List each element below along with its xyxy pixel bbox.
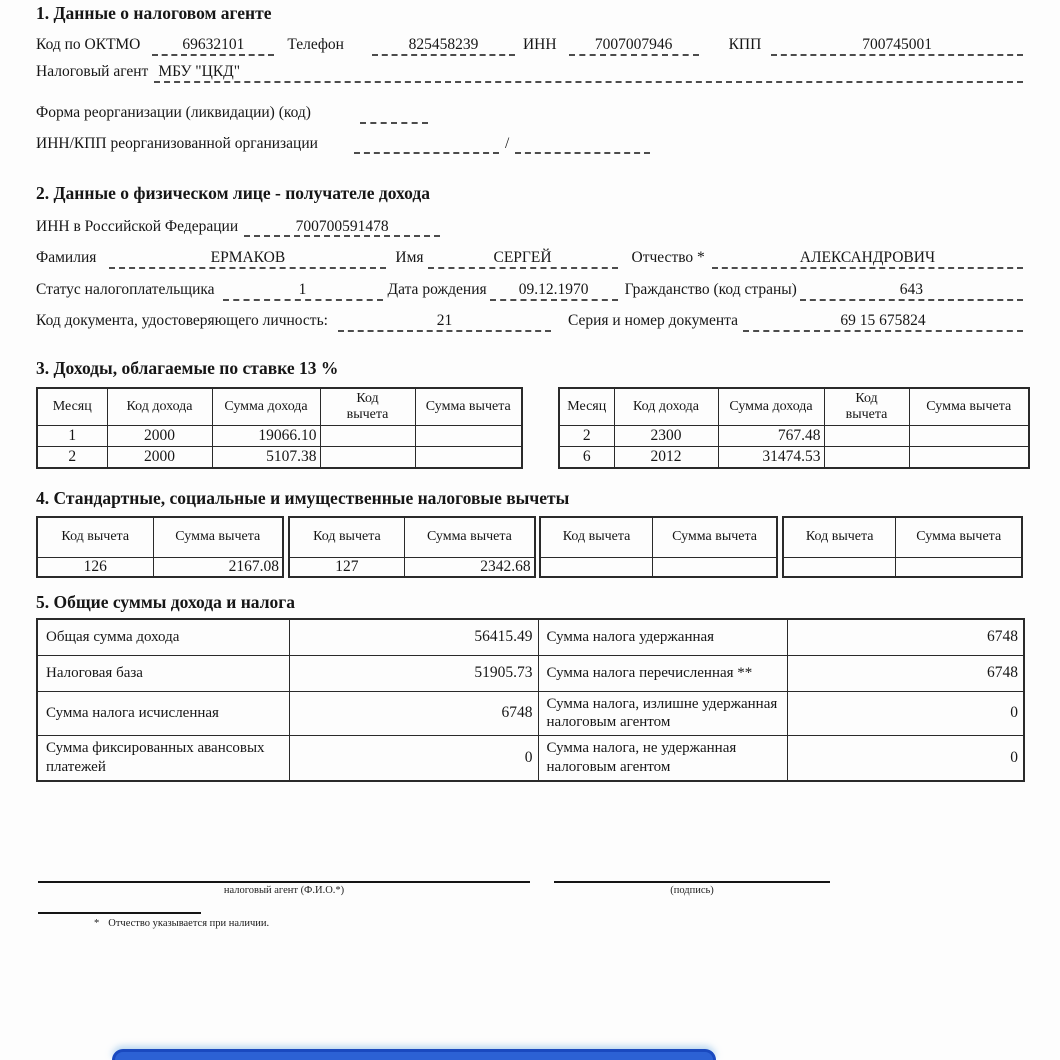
section5-heading: 5. Общие суммы дохода и налога <box>36 592 295 612</box>
header-row <box>559 388 1029 426</box>
signature-sign-line <box>554 881 830 883</box>
inn-label: ИНН <box>522 36 557 54</box>
total-value-cell: 6748 <box>787 655 1024 691</box>
signature-sign-block <box>554 881 830 896</box>
deduction-code-cell <box>824 426 909 447</box>
deduction-code-cell <box>320 426 415 447</box>
deduction-code-cell <box>783 557 896 577</box>
surname-field: ЕРМАКОВ <box>109 249 386 269</box>
citizenship-field: 643 <box>800 281 1023 301</box>
row-reorg-form <box>36 104 1023 124</box>
deduction-sum-cell <box>909 447 1029 468</box>
row-status-birth-citizenship <box>36 281 1023 301</box>
total-value-cell: 6748 <box>787 619 1024 655</box>
total-label-cell: Сумма фиксированных авансовых платежей <box>37 736 289 781</box>
doc-code-field: 21 <box>338 312 551 332</box>
table-row <box>37 655 1024 691</box>
col-header-month: Месяц <box>559 388 614 426</box>
table-row <box>559 447 1029 468</box>
deduction-code-cell <box>540 557 652 577</box>
inn-rf-field: 700700591478 <box>244 218 440 238</box>
tax-agent-label: Налоговый агент <box>36 62 149 80</box>
phone-label: Телефон <box>287 36 344 54</box>
header-row <box>783 517 1022 557</box>
deduction-sum-cell <box>415 447 522 468</box>
table-row <box>540 557 777 577</box>
deduction-table-1 <box>36 516 284 578</box>
col-header-income-sum: Сумма дохода <box>718 388 824 426</box>
income-tables <box>36 387 1023 469</box>
totals-table <box>36 618 1025 782</box>
col-header-deduction-code: Код вычета <box>540 517 652 557</box>
row-reorg-innkpp <box>36 135 1023 155</box>
income-code-cell: 2000 <box>107 447 212 468</box>
col-header-deduction-sum: Сумма вычета <box>896 517 1022 557</box>
col-header-deduction-sum: Сумма вычета <box>405 517 535 557</box>
deduction-code-cell <box>320 447 415 468</box>
patronymic-field: АЛЕКСАНДРОВИЧ <box>712 249 1023 269</box>
tax-agent-field: МБУ "ЦКД" <box>154 63 1023 83</box>
month-cell: 2 <box>37 447 107 468</box>
deduction-sum-cell: 2167.08 <box>153 557 283 577</box>
reorg-form-field <box>360 104 428 124</box>
footnote-note: Отчество указывается при наличии. <box>108 917 270 929</box>
row-tax-agent <box>36 63 1023 83</box>
col-header-income-sum: Сумма дохода <box>212 388 320 426</box>
birthdate-label: Дата рождения <box>387 281 487 299</box>
inn-field: 7007007946 <box>569 36 699 56</box>
total-label-cell: Сумма налога, излишне удержанная налоговым агентом <box>538 691 787 736</box>
month-cell: 1 <box>37 426 107 447</box>
bottom-action-button[interactable] <box>112 1049 716 1060</box>
total-value-cell: 56415.49 <box>289 619 538 655</box>
table-row <box>783 557 1022 577</box>
total-value-cell: 6748 <box>289 691 538 736</box>
col-header-deduction-sum: Сумма вычета <box>909 388 1029 426</box>
table-row <box>289 557 535 577</box>
section4-heading: 4. Стандартные, социальные и имущественные налоговые вычеты <box>36 487 570 508</box>
oktmo-label: Код по ОКТМО <box>36 36 141 54</box>
table-row <box>37 619 1024 655</box>
signature-sign-caption: (подпись) <box>670 884 714 896</box>
deduction-sum-cell <box>896 557 1022 577</box>
reorg-kpp-field <box>515 135 650 155</box>
month-cell: 2 <box>559 426 614 447</box>
col-header-deduction-code: Код вычета <box>320 388 415 426</box>
total-label-cell: Сумма налога исчисленная <box>37 691 289 736</box>
doc-number-label: Серия и номер документа <box>567 311 738 329</box>
col-header-deduction-code: Код вычета <box>824 388 909 426</box>
reorg-form-label: Форма реорганизации (ликвидации) (код) <box>36 103 311 121</box>
income-code-cell: 2012 <box>614 447 718 468</box>
signature-fio-line <box>38 881 530 883</box>
col-header-deduction-sum: Сумма вычета <box>652 517 777 557</box>
deduction-code-cell <box>824 447 909 468</box>
name-label: Имя <box>395 249 424 267</box>
oktmo-field: 69632101 <box>152 36 274 56</box>
citizenship-label: Гражданство (код страны) <box>624 281 797 299</box>
deduction-sum-cell: 2342.68 <box>405 557 535 577</box>
signature-area <box>38 881 1023 896</box>
col-header-month: Месяц <box>37 388 107 426</box>
phone-field: 825458239 <box>372 36 515 56</box>
signature-fio-caption: налоговый агент (Ф.И.О.*) <box>223 884 345 896</box>
patronymic-label: Отчество * <box>631 249 705 267</box>
row-fio <box>36 249 1023 269</box>
table-row <box>37 736 1024 781</box>
kpp-field: 700745001 <box>771 36 1023 56</box>
total-label-cell: Сумма налога перечисленная ** <box>538 655 787 691</box>
deduction-tables <box>36 516 1023 578</box>
table-row <box>37 691 1024 736</box>
surname-label: Фамилия <box>36 249 97 267</box>
header-row <box>540 517 777 557</box>
income-table-left <box>36 387 523 469</box>
col-header-deduction-code: Код вычета <box>783 517 896 557</box>
deduction-code-cell: 127 <box>289 557 405 577</box>
innkpp-slash: / <box>504 134 510 152</box>
doc-code-label: Код документа, удостоверяющего личность: <box>36 311 328 329</box>
month-cell: 6 <box>559 447 614 468</box>
status-label: Статус налогоплательщика <box>36 281 215 299</box>
section2-heading: 2. Данные о физическом лице - получателе дохода <box>36 183 430 204</box>
income-sum-cell: 31474.53 <box>718 447 824 468</box>
reorg-inn-field <box>354 135 499 155</box>
row-inn-rf <box>36 218 1023 238</box>
total-label-cell: Общая сумма дохода <box>37 619 289 655</box>
total-value-cell: 0 <box>289 736 538 781</box>
reorg-innkpp-label: ИНН/КПП реорганизованной организации <box>36 134 318 152</box>
total-value-cell: 0 <box>787 736 1024 781</box>
deduction-code-cell: 126 <box>37 557 153 577</box>
footnote-text <box>94 918 1023 929</box>
section1-heading: 1. Данные о налоговом агенте <box>36 3 272 23</box>
total-value-cell: 0 <box>787 691 1024 736</box>
income-sum-cell: 767.48 <box>718 426 824 447</box>
name-field: СЕРГЕЙ <box>428 249 618 269</box>
kpp-label: КПП <box>728 36 762 54</box>
income-table-right <box>558 387 1030 469</box>
deduction-sum-cell <box>909 426 1029 447</box>
header-row <box>37 517 283 557</box>
header-row <box>37 388 522 426</box>
row-oktmo-phone-inn-kpp <box>36 36 1023 56</box>
table-row <box>37 426 522 447</box>
table-row <box>37 557 283 577</box>
col-header-deduction-code: Код вычета <box>289 517 405 557</box>
deduction-table-4 <box>782 516 1023 578</box>
col-header-income-code: Код дохода <box>107 388 212 426</box>
income-code-cell: 2000 <box>107 426 212 447</box>
section3-heading: 3. Доходы, облагаемые по ставке 13 % <box>36 357 339 378</box>
col-header-deduction-sum: Сумма вычета <box>415 388 522 426</box>
doc-number-field: 69 15 675824 <box>743 312 1023 332</box>
footnote-line <box>38 912 201 914</box>
birthdate-field: 09.12.1970 <box>490 281 618 301</box>
col-header-deduction-code: Код вычета <box>37 517 153 557</box>
deduction-sum-cell <box>652 557 777 577</box>
income-code-cell: 2300 <box>614 426 718 447</box>
table-row <box>559 426 1029 447</box>
total-label-cell: Сумма налога удержанная <box>538 619 787 655</box>
row-document <box>36 312 1023 332</box>
deduction-table-2 <box>288 516 536 578</box>
deduction-table-3 <box>539 516 778 578</box>
col-header-income-code: Код дохода <box>614 388 718 426</box>
col-header-deduction-sum: Сумма вычета <box>153 517 283 557</box>
income-sum-cell: 5107.38 <box>212 447 320 468</box>
status-field: 1 <box>223 281 383 301</box>
footnote-star: * <box>94 917 100 929</box>
total-label-cell: Сумма налога, не удержанная налоговым агентом <box>538 736 787 781</box>
deduction-sum-cell <box>415 426 522 447</box>
inn-rf-label: ИНН в Российской Федерации <box>36 217 239 235</box>
total-value-cell: 51905.73 <box>289 655 538 691</box>
footnote <box>36 912 1023 929</box>
income-sum-cell: 19066.10 <box>212 426 320 447</box>
signature-fio-block <box>38 881 530 896</box>
header-row <box>289 517 535 557</box>
table-row <box>37 447 522 468</box>
total-label-cell: Налоговая база <box>37 655 289 691</box>
